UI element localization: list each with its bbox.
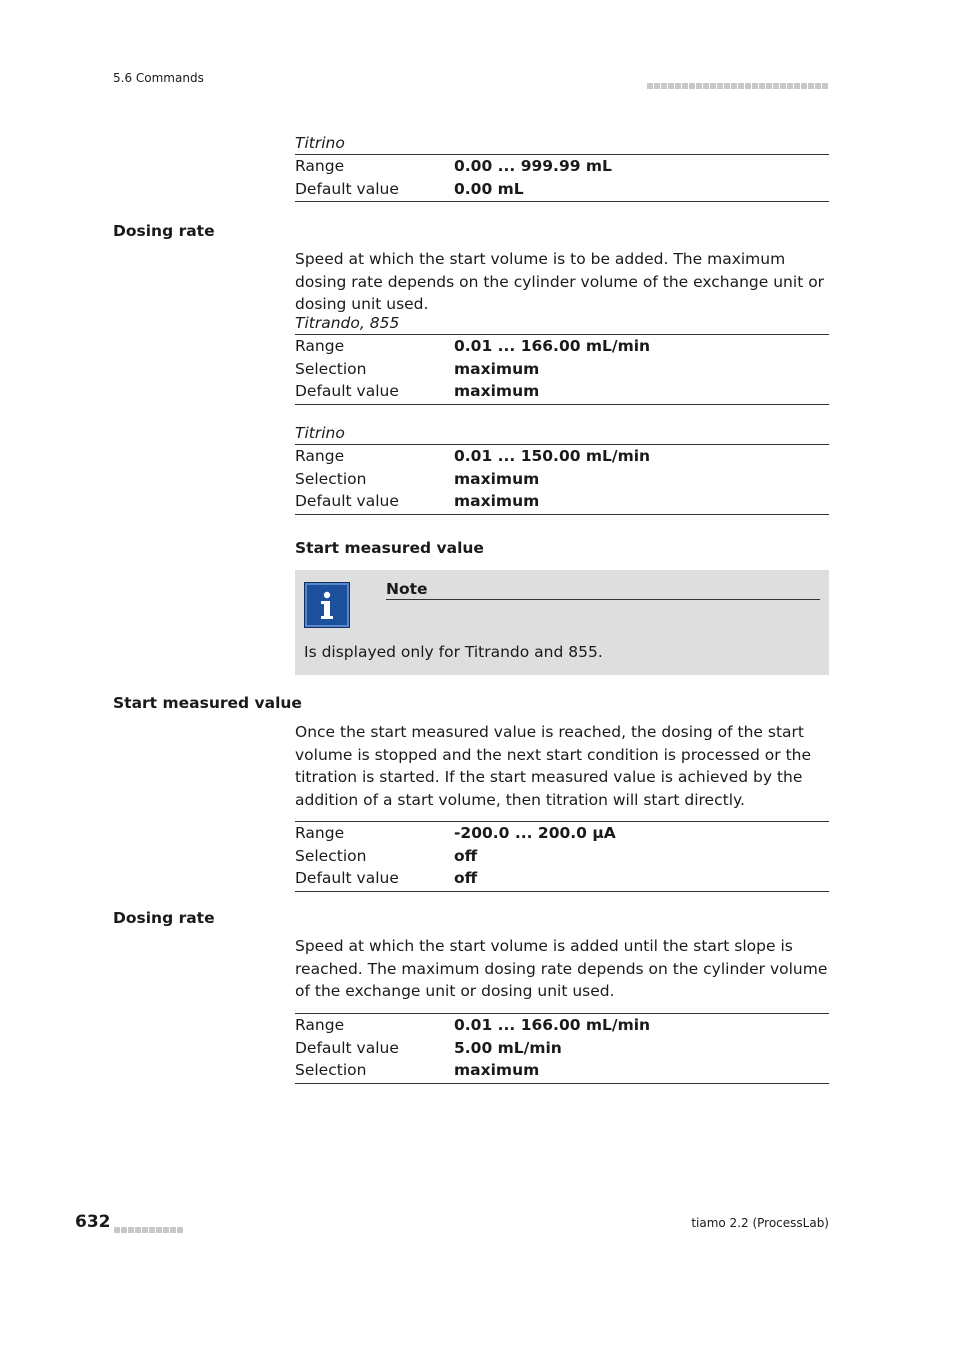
row-key: Selection	[295, 469, 367, 488]
table-caption: Titrino	[295, 424, 345, 442]
titrino-volume-table	[295, 132, 829, 202]
table-row	[295, 358, 829, 381]
note-text: Is displayed only for Titrando and 855.	[304, 643, 603, 661]
table-row	[295, 445, 829, 468]
row-value: -200.0 ... 200.0 µA	[454, 824, 616, 842]
row-key: Selection	[295, 1061, 367, 1079]
row-value: maximum	[454, 469, 540, 488]
row-key: Selection	[295, 359, 367, 378]
footer-decor-dots	[114, 1219, 184, 1226]
row-value: 0.01 ... 166.00 mL/min	[454, 1016, 651, 1034]
row-value: maximum	[454, 1061, 540, 1079]
row-value: 5.00 mL/min	[454, 1038, 562, 1057]
titrando-rate-table	[295, 312, 829, 405]
footer-product: tiamo 2.2 (ProcessLab)	[691, 1216, 829, 1230]
row-key: Selection	[295, 846, 367, 865]
dosing-rate-description: Speed at which the start volume is to be added. The maximum dosing rate depends on the cylinder volume of the exchange unit or dosing unit used.	[295, 250, 825, 313]
info-icon	[304, 582, 350, 628]
row-value: maximum	[454, 382, 540, 400]
table-row	[295, 335, 829, 358]
table-row	[295, 822, 829, 845]
row-value: maximum	[454, 492, 540, 510]
row-value: 0.01 ... 166.00 mL/min	[454, 337, 651, 355]
row-value: 0.00 ... 999.99 mL	[454, 157, 612, 175]
row-value: 0.00 mL	[454, 179, 524, 198]
table-row	[295, 1014, 829, 1037]
row-value: off	[454, 869, 478, 887]
table-row	[295, 490, 829, 513]
note-title: Note	[386, 580, 820, 600]
table-row	[295, 380, 829, 403]
row-key: Default value	[295, 1038, 399, 1057]
table-row	[295, 468, 829, 491]
table-row	[295, 1037, 829, 1060]
table-caption: Titrando, 855	[295, 314, 400, 332]
table-caption: Titrino	[295, 134, 345, 152]
row-key: Default value	[295, 869, 399, 887]
row-key: Default value	[295, 492, 399, 510]
note-box	[295, 570, 829, 675]
row-key: Range	[295, 337, 345, 355]
row-value: maximum	[454, 359, 540, 378]
table-row	[295, 845, 829, 868]
row-key: Default value	[295, 382, 399, 400]
dosing-rate-heading: Dosing rate	[113, 222, 215, 240]
table-row	[295, 867, 829, 890]
start-measured-value-description: Once the start measured value is reached, the dosing of the start volume is stopped and the next start condition is processed or the titration is started. If the start measured value is achieved by the addition of a start volume, then titration will start directly.	[295, 723, 812, 809]
start-measured-value-table	[295, 821, 829, 892]
start-measured-value-heading: Start measured value	[113, 694, 302, 712]
row-key: Range	[295, 824, 345, 842]
row-key: Range	[295, 157, 345, 175]
start-measured-value-subheading: Start measured value	[295, 539, 484, 557]
dosing-rate-table-2	[295, 1013, 829, 1084]
row-value: off	[454, 846, 478, 865]
dosing-rate-description-2: Speed at which the start volume is added until the start slope is reached. The maximum dosing rate depends on the cylinder volume of the exchange unit or dosing unit used.	[295, 937, 828, 1000]
row-key: Range	[295, 447, 345, 465]
row-key: Range	[295, 1016, 345, 1034]
row-value: 0.01 ... 150.00 mL/min	[454, 447, 651, 465]
table-row	[295, 178, 829, 201]
running-header-section: 5.6 Commands	[113, 71, 204, 85]
table-row	[295, 1059, 829, 1082]
table-row	[295, 155, 829, 178]
titrino-rate-table	[295, 422, 829, 515]
row-key: Default value	[295, 179, 399, 198]
dosing-rate-heading-2: Dosing rate	[113, 909, 215, 927]
page-number: 632	[75, 1212, 111, 1232]
header-decor-dots	[647, 75, 829, 82]
